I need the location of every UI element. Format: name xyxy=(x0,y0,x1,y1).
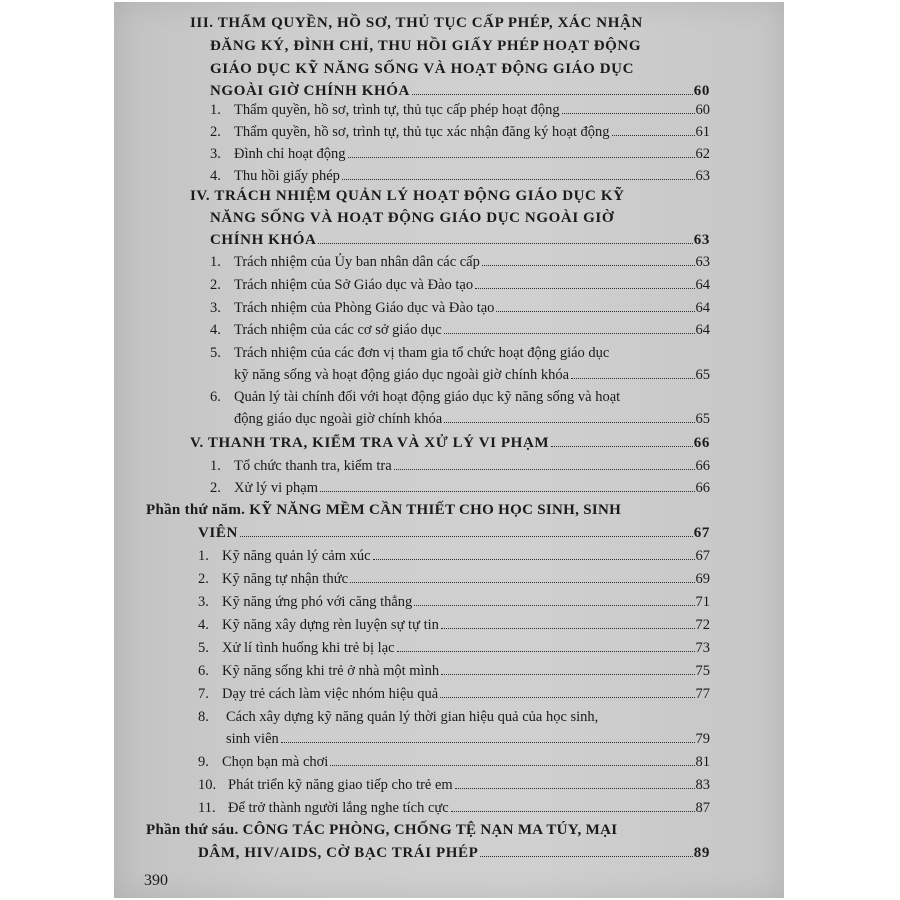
toc-entry: 2. Thẩm quyền, hồ sơ, trình tự, thủ tục xác nhận đăng ký hoạt động 61 xyxy=(210,124,710,140)
toc-entry: 4. Thu hồi giấy phép 63 xyxy=(210,168,710,184)
dot-leader xyxy=(475,288,694,289)
dot-leader xyxy=(496,311,694,312)
dot-leader xyxy=(441,628,695,629)
dot-leader xyxy=(281,742,695,743)
page-ref: 66 xyxy=(695,458,710,474)
toc-entry: 4. Kỹ năng xây dựng rèn luyện sự tự tin 72 xyxy=(198,617,710,633)
section-iii-heading-line-1: III. THẨM QUYỀN, HỒ SƠ, THỦ TỤC CẤP PHÉP, XÁC NHẬN xyxy=(190,15,643,31)
toc-entry-line-1: 8. Cách xây dựng kỹ năng quản lý thời gian hiệu quả của học sinh, xyxy=(198,709,599,725)
dot-leader xyxy=(342,179,695,180)
toc-entry: 3. Trách nhiệm của Phòng Giáo dục và Đào tạo 64 xyxy=(210,300,710,316)
dot-leader xyxy=(330,765,694,766)
dot-leader xyxy=(444,422,694,423)
page-ref: 83 xyxy=(695,777,710,793)
page-ref: 62 xyxy=(695,146,710,162)
dot-leader xyxy=(397,651,695,652)
page-ref: 87 xyxy=(695,800,710,816)
toc-entry-section-iii: NGOÀI GIỜ CHÍNH KHÓA 60 xyxy=(210,83,710,99)
section-iv-heading-line-2: NĂNG SỐNG VÀ HOẠT ĐỘNG GIÁO DỤC NGOÀI GIỜ xyxy=(210,210,615,226)
section-iii-heading-line-3: GIÁO DỤC KỸ NĂNG SỐNG VÀ HOẠT ĐỘNG GIÁO DỤC xyxy=(210,61,635,77)
toc-entry-part-five: VIÊN 67 xyxy=(198,525,710,541)
page-number: 390 xyxy=(144,872,168,889)
page-ref: 63 xyxy=(693,232,710,248)
dot-leader xyxy=(348,157,695,158)
toc-entry: 1. Tổ chức thanh tra, kiểm tra 66 xyxy=(210,458,710,474)
toc-entry: 5. Xử lí tình huống khi trẻ bị lạc 73 xyxy=(198,640,710,656)
dot-leader xyxy=(455,788,695,789)
toc-entry-line-1: 6. Quản lý tài chính đối với hoạt động giáo dục kỹ năng sống và hoạt xyxy=(210,389,621,405)
dot-leader xyxy=(444,333,695,334)
dot-leader xyxy=(480,856,692,857)
dot-leader xyxy=(562,113,695,114)
dot-leader xyxy=(482,265,695,266)
dot-leader xyxy=(373,559,695,560)
page-ref: 64 xyxy=(695,322,710,338)
section-iii-heading-line-2: ĐĂNG KÝ, ĐÌNH CHỈ, THU HỒI GIẤY PHÉP HOẠT ĐỘNG xyxy=(210,38,642,54)
page-ref: 73 xyxy=(695,640,710,656)
dot-leader xyxy=(612,135,695,136)
page-ref: 63 xyxy=(695,168,710,184)
toc-entry-section-v: V. THANH TRA, KIỂM TRA VÀ XỬ LÝ VI PHẠM 66 xyxy=(190,435,710,451)
page-ref: 75 xyxy=(695,663,710,679)
dot-leader xyxy=(440,697,694,698)
toc-entry: 4. Trách nhiệm của các cơ sở giáo dục 64 xyxy=(210,322,710,338)
dot-leader xyxy=(412,94,693,95)
page-ref: 89 xyxy=(693,845,710,861)
toc-entry: 3. Kỹ năng ứng phó với căng thẳng 71 xyxy=(198,594,710,610)
dot-leader xyxy=(320,491,695,492)
page-ref: 64 xyxy=(695,277,710,293)
page-ref: 69 xyxy=(695,571,710,587)
toc-entry: 10. Phát triển kỹ năng giao tiếp cho trẻ em 83 xyxy=(198,777,710,793)
page-ref: 79 xyxy=(695,731,710,747)
page-ref: 61 xyxy=(695,124,710,140)
dot-leader xyxy=(394,469,695,470)
page-ref: 60 xyxy=(695,102,710,118)
toc-entry-part-six: DÂM, HIV/AIDS, CỜ BẠC TRÁI PHÉP 89 xyxy=(198,845,710,861)
page-ref: 60 xyxy=(693,83,710,99)
dot-leader xyxy=(240,536,693,537)
dot-leader xyxy=(350,582,694,583)
part-six-heading-line-1: Phần thứ sáu. CÔNG TÁC PHÒNG, CHỐNG TỆ NẠN MA TÚY, MẠI xyxy=(146,822,618,838)
toc-entry: 2. Xử lý vi phạm 66 xyxy=(210,480,710,496)
page-ref: 67 xyxy=(693,525,710,541)
page-ref: 65 xyxy=(695,411,710,427)
page-ref: 65 xyxy=(695,367,710,383)
page-ref: 71 xyxy=(695,594,710,610)
toc-entry-section-iv: CHÍNH KHÓA 63 xyxy=(210,232,710,248)
page-ref: 63 xyxy=(695,254,710,270)
page-ref: 81 xyxy=(695,754,710,770)
toc-entry: động giáo dục ngoài giờ chính khóa 65 xyxy=(234,411,710,427)
toc-entry: 3. Đình chỉ hoạt động 62 xyxy=(210,146,710,162)
part-five-heading-line-1: Phần thứ năm. KỸ NĂNG MỀM CẦN THIẾT CHO HỌC SINH, SINH xyxy=(146,502,622,518)
toc-entry: 2. Kỹ năng tự nhận thức 69 xyxy=(198,571,710,587)
toc-entry: 7. Dạy trẻ cách làm việc nhóm hiệu quả 77 xyxy=(198,686,710,702)
dot-leader xyxy=(441,674,694,675)
section-iv-heading-line-1: IV. TRÁCH NHIỆM QUẢN LÝ HOẠT ĐỘNG GIÁO DỤC KỸ xyxy=(190,188,625,204)
toc-entry: kỹ năng sống và hoạt động giáo dục ngoài giờ chính khóa 65 xyxy=(234,367,710,383)
toc-entry: 1. Trách nhiệm của Ủy ban nhân dân các cấp 63 xyxy=(210,254,710,270)
toc-entry: sinh viên 79 xyxy=(226,731,710,747)
toc-entry: 6. Kỹ năng sống khi trẻ ở nhà một mình 75 xyxy=(198,663,710,679)
page-ref: 67 xyxy=(695,548,710,564)
page-ref: 64 xyxy=(695,300,710,316)
toc-entry: 1. Kỹ năng quản lý cảm xúc 67 xyxy=(198,548,710,564)
toc-entry-line-1: 5. Trách nhiệm của các đơn vị tham gia tổ chức hoạt động giáo dục xyxy=(210,345,610,361)
dot-leader xyxy=(318,243,692,244)
page-ref: 66 xyxy=(693,435,710,451)
dot-leader xyxy=(571,378,694,379)
toc-entry: 11. Để trở thành người lắng nghe tích cực 87 xyxy=(198,800,710,816)
toc-entry: 2. Trách nhiệm của Sở Giáo dục và Đào tạo 64 xyxy=(210,277,710,293)
toc-entry: 9. Chọn bạn mà chơi 81 xyxy=(198,754,710,770)
toc-entry: 1. Thẩm quyền, hồ sơ, trình tự, thủ tục cấp phép hoạt động 60 xyxy=(210,102,710,118)
page-ref: 77 xyxy=(695,686,710,702)
book-page xyxy=(114,2,784,898)
dot-leader xyxy=(451,811,695,812)
page-ref: 72 xyxy=(695,617,710,633)
dot-leader xyxy=(551,446,693,447)
page-ref: 66 xyxy=(695,480,710,496)
dot-leader xyxy=(414,605,694,606)
